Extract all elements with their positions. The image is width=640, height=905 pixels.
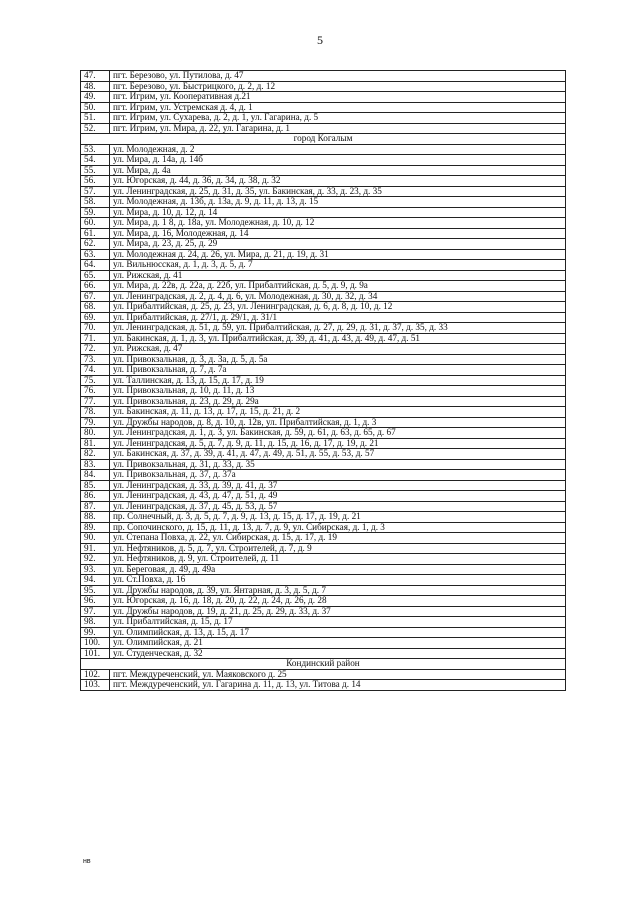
table-row [81,365,566,376]
address-cell: ул. Степана Повха, д. 22, ул. Сибирская, д. 15, д. 17, д. 19 [110,533,566,544]
address-cell: ул. Молодежная д. 24, д. 26, ул. Мира, д. 21, д. 19, д. 31 [110,249,566,260]
address-cell: ул. Прибалтийская, д. 15, д. 17 [110,617,566,628]
table-row [81,375,566,386]
row-number: 98. [81,617,110,628]
row-number: 48. [81,81,110,92]
table-row [81,249,566,260]
address-cell: ул. Привокзальная, д. 31, д. 33, д. 35 [110,459,566,470]
address-cell: ул. Ленинградская, д. 51, д. 59, ул. Прибалтийская, д. 27, д. 29, д. 31, д. 37, д. 35, д. 33 [110,323,566,334]
table-row [81,501,566,512]
table-row [81,596,566,607]
row-number: 89. [81,522,110,533]
row-number: 50. [81,102,110,113]
row-number: 60. [81,218,110,229]
row-number: 85. [81,480,110,491]
address-cell: ул. Бакинская, д. 37, д. 39, д. 41, д. 47, д. 49, д. 51, д. 55, д. 53, д. 57 [110,449,566,460]
table-row [81,669,566,680]
table-row [81,239,566,250]
address-cell: ул. Ленинградская, д. 5, д. 7, д. 9, д. 11, д. 15, д. 16, д. 17, д. 19, д. 21 [110,438,566,449]
row-number: 103. [81,680,110,691]
table-row [81,522,566,533]
row-number: 71. [81,333,110,344]
table-row [81,470,566,481]
address-cell: пгт. Междуреченский, ул. Маяковского д. 25 [110,669,566,680]
table-row [81,302,566,313]
table-row [81,102,566,113]
address-cell: ул. Мира, д. 4а [110,165,566,176]
row-number: 64. [81,260,110,271]
table-row [81,291,566,302]
row-number: 49. [81,92,110,103]
section-row [81,134,566,145]
row-number: 53. [81,144,110,155]
table-row [81,207,566,218]
row-number: 91. [81,543,110,554]
address-table-body [81,71,566,691]
row-number: 74. [81,365,110,376]
table-row [81,197,566,208]
table-row [81,176,566,187]
table-row [81,354,566,365]
row-number: 67. [81,291,110,302]
address-cell: ул. Мира, д. 1 8, д. 18а, ул. Молодежная, д. 10, д. 12 [110,218,566,229]
table-row [81,144,566,155]
address-cell: ул. Ленинградская, д. 43, д. 47, д. 51, д. 49 [110,491,566,502]
table-row [81,533,566,544]
address-cell: ул. Дружбы народов, д. 8, д. 10, д. 12в, ул. Прибалтийская, д. 1, д. 3 [110,417,566,428]
address-cell: ул. Дружбы народов, д. 39, ул. Янтарная, д. 3, д. 5, д. 7 [110,585,566,596]
table-row [81,123,566,134]
row-number: 97. [81,606,110,617]
section-row [81,659,566,670]
address-cell: ул. Студенческая, д. 32 [110,648,566,659]
row-number: 70. [81,323,110,334]
row-number: 88. [81,512,110,523]
address-cell: ул. Ст.Повха, д. 16 [110,575,566,586]
row-number: 61. [81,228,110,239]
table-row [81,428,566,439]
table-row [81,386,566,397]
table-row [81,606,566,617]
address-cell: ул. Олимпийская, д. 21 [110,638,566,649]
address-cell: ул. Бакинская, д. 11, д. 13, д. 17, д. 15, д. 21, д. 2 [110,407,566,418]
address-cell: ул. Привокзальная, д. 3, д. 3а, д. 5, д. 5а [110,354,566,365]
table-row [81,218,566,229]
row-number: 99. [81,627,110,638]
row-number: 58. [81,197,110,208]
row-number: 72. [81,344,110,355]
row-number: 55. [81,165,110,176]
address-cell: пгт. Междуреченский, ул. Гагарина д. 11, д. 13, ул. Титова д. 14 [110,680,566,691]
table-row [81,491,566,502]
section-title: Кондинский район [81,659,566,670]
address-cell: ул. Мира, д. 22в, д. 22а, д. 22б, ул. Прибалтийская, д. 5, д. 9, д. 9а [110,281,566,292]
address-cell: ул. Нефтяников, д. 5, д. 7, ул. Строителей, д. 7, д. 9 [110,543,566,554]
address-table [80,70,566,691]
address-cell: ул. Вильнюсская, д. 1, д. 3, д. 5, д. 7 [110,260,566,271]
table-row [81,627,566,638]
address-cell: ул. Ленинградская, д. 2, д. 4, д. 6, ул. Молодежная, д. 30, д. 32, д. 34 [110,291,566,302]
row-number: 102. [81,669,110,680]
address-cell: пр. Сопочинского, д. 15, д. 11, д. 13, д. 7, д. 9, ул. Сибирская, д. 1, д. 3 [110,522,566,533]
row-number: 84. [81,470,110,481]
table-row [81,260,566,271]
table-row [81,270,566,281]
address-cell: пгт. Игрим, ул. Сухарева, д. 2, д. 1, ул. Гагарина, д. 5 [110,113,566,124]
row-number: 81. [81,438,110,449]
address-cell: ул. Мира, д. 10, д. 12, д. 14 [110,207,566,218]
table-row [81,417,566,428]
table-row [81,113,566,124]
address-cell: ул. Молодежная, д. 13б, д. 13а, д. 9, д. 11, д. 13, д. 15 [110,197,566,208]
table-row [81,71,566,82]
table-row [81,638,566,649]
address-cell: ул. Привокзальная, д. 23, д. 29, д. 29а [110,396,566,407]
row-number: 94. [81,575,110,586]
address-cell: ул. Привокзальная, д. 7, д. 7а [110,365,566,376]
address-cell: ул. Прибалтийская, д. 27/1, д. 29/1, д. 31/1 [110,312,566,323]
address-cell: ул. Дружбы народов, д. 19, д. 21, д. 25, д. 29, д. 33, д. 37 [110,606,566,617]
address-cell: ул. Привокзальная, д. 10, д. 11, д. 13 [110,386,566,397]
address-cell: ул. Югорская, д. 16, д. 18, д. 20, д. 22, д. 24, д. 26, д. 28 [110,596,566,607]
address-cell: ул. Береговая, д. 49, д. 49а [110,564,566,575]
address-cell: ул. Бакинская, д. 1, д. 3, ул. Прибалтийская, д. 39, д. 41, д. 43, д. 49, д. 47, д. 51 [110,333,566,344]
row-number: 54. [81,155,110,166]
row-number: 79. [81,417,110,428]
table-row [81,617,566,628]
table-row [81,92,566,103]
address-cell: ул. Рижская, д. 47 [110,344,566,355]
row-number: 51. [81,113,110,124]
row-number: 100. [81,638,110,649]
address-cell: ул. Молодежная, д. 2 [110,144,566,155]
address-cell: ул. Таллинская, д. 13, д. 15, д. 17, д. 19 [110,375,566,386]
address-cell: ул. Югорская, д. 44, д. 36, д. 34, д. 38, д. 32 [110,176,566,187]
row-number: 59. [81,207,110,218]
address-cell: ул. Ленинградская, д. 25, д. 31, д. 35, ул. Бакинская, д. 33, д. 23, д. 35 [110,186,566,197]
row-number: 101. [81,648,110,659]
row-number: 96. [81,596,110,607]
table-row [81,459,566,470]
table-row [81,344,566,355]
row-number: 92. [81,554,110,565]
address-cell: ул. Ленинградская, д. 33, д. 39, д. 41, д. 37 [110,480,566,491]
address-cell: пр. Солнечный, д. 3, д. 5, д. 7, д. 9, д. 13, д. 15, д. 17, д. 19, д. 21 [110,512,566,523]
row-number: 56. [81,176,110,187]
row-number: 75. [81,375,110,386]
row-number: 73. [81,354,110,365]
row-number: 80. [81,428,110,439]
table-row [81,680,566,691]
address-cell: ул. Мира, д. 16, Молодежная, д. 14 [110,228,566,239]
address-cell: ул. Ленинградская, д. 1, д. 3, ул. Бакинская, д. 59, д. 61, д. 63, д. 65, д. 67 [110,428,566,439]
table-row [81,407,566,418]
table-row [81,323,566,334]
row-number: 83. [81,459,110,470]
table-row [81,312,566,323]
page-number: 5 [317,33,323,47]
table-row [81,585,566,596]
table-row [81,165,566,176]
address-cell: ул. Мира, д. 14а, д. 14б [110,155,566,166]
table-row [81,512,566,523]
row-number: 95. [81,585,110,596]
table-row [81,543,566,554]
row-number: 66. [81,281,110,292]
address-cell: ул. Олимпийская, д. 13, д. 15, д. 17 [110,627,566,638]
row-number: 63. [81,249,110,260]
address-cell: ул. Ленинградская, д. 37, д. 45, д. 53, д. 57 [110,501,566,512]
table-row [81,186,566,197]
table-row [81,81,566,92]
row-number: 82. [81,449,110,460]
address-cell: пгт. Игрим, ул. Устремская д. 4, д. 1 [110,102,566,113]
address-cell: ул. Мира, д. 23, д. 25, д. 29 [110,239,566,250]
table-row [81,648,566,659]
address-cell: пгт. Березово, ул. Путилова, д. 47 [110,71,566,82]
table-row [81,228,566,239]
address-cell: ул. Привокзальная, д. 37, д. 37а [110,470,566,481]
row-number: 62. [81,239,110,250]
row-number: 90. [81,533,110,544]
address-cell: пгт. Игрим, ул. Мира, д. 22, ул. Гагарина, д. 1 [110,123,566,134]
table-row [81,333,566,344]
table-row [81,281,566,292]
row-number: 57. [81,186,110,197]
row-number: 87. [81,501,110,512]
row-number: 78. [81,407,110,418]
address-cell: пгт. Игрим, ул. Кооперативная д.21 [110,92,566,103]
address-cell: ул. Прибалтийская, д. 25, д. 23, ул. Ленинградская, д. 6, д. 8, д. 10, д. 12 [110,302,566,313]
row-number: 86. [81,491,110,502]
row-number: 77. [81,396,110,407]
table-row [81,438,566,449]
row-number: 69. [81,312,110,323]
row-number: 52. [81,123,110,134]
address-cell: пгт. Березово, ул. Быстрицкого, д. 2, д. 12 [110,81,566,92]
table-row [81,155,566,166]
row-number: 93. [81,564,110,575]
row-number: 68. [81,302,110,313]
table-row [81,480,566,491]
footer-mark: нв [83,858,91,865]
section-title: город Когалым [81,134,566,145]
address-cell: ул. Нефтяников, д. 9, ул. Строителей, д. 11 [110,554,566,565]
row-number: 65. [81,270,110,281]
row-number: 47. [81,71,110,82]
table-row [81,564,566,575]
table-row [81,396,566,407]
table-row [81,575,566,586]
row-number: 76. [81,386,110,397]
address-cell: ул. Рижская, д. 41 [110,270,566,281]
table-row [81,449,566,460]
table-row [81,554,566,565]
